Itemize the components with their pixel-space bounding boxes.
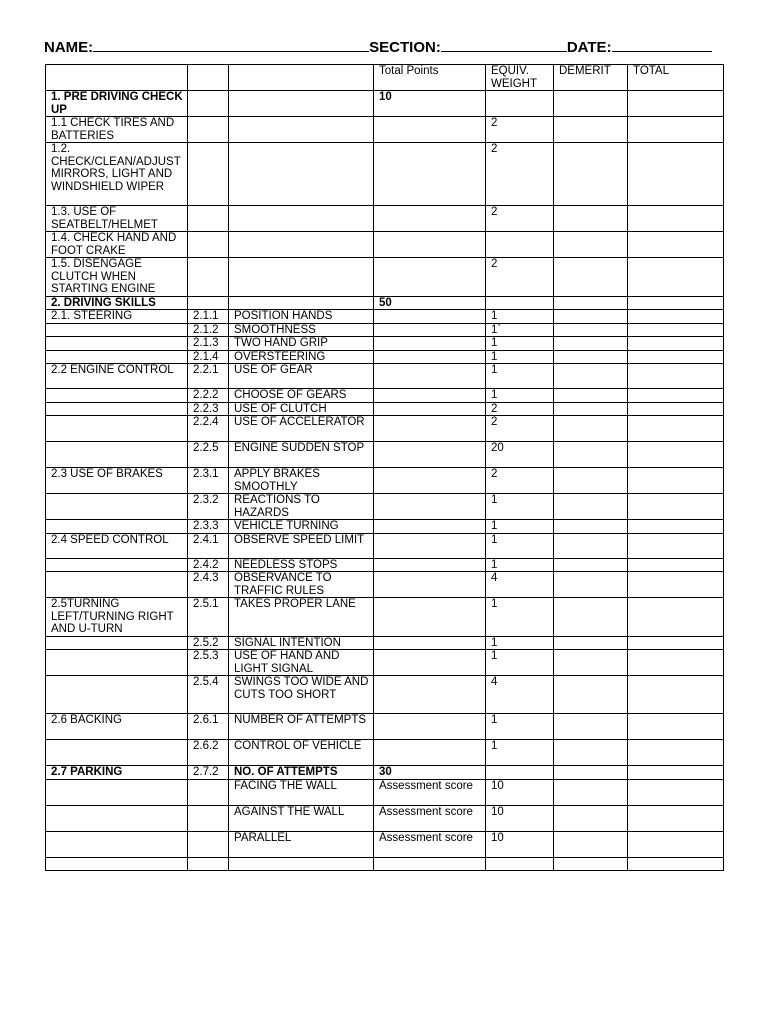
table-cell (374, 676, 486, 714)
table-cell[interactable] (554, 337, 628, 351)
table-cell: 1 (486, 337, 554, 351)
table-cell (46, 350, 188, 364)
table-row (46, 572, 724, 598)
table-row (46, 323, 724, 337)
table-cell (374, 468, 486, 494)
table-cell: 2.5.3 (188, 650, 229, 676)
column-header: DEMERIT (554, 65, 628, 91)
table-cell (374, 206, 486, 232)
table-cell (46, 558, 188, 572)
table-cell (188, 805, 229, 831)
table-cell[interactable] (554, 494, 628, 520)
table-cell (229, 232, 374, 258)
column-header: Total Points (374, 65, 486, 91)
table-cell: POSITION HANDS (229, 310, 374, 324)
table-row (46, 650, 724, 676)
table-cell: 30 (374, 766, 486, 780)
table-cell: FACING THE WALL (229, 779, 374, 805)
name-label: NAME: (44, 39, 94, 56)
table-cell: 20 (486, 442, 554, 468)
table-cell (374, 350, 486, 364)
table-cell[interactable] (554, 468, 628, 494)
table-cell[interactable] (554, 714, 628, 740)
table-cell[interactable] (628, 714, 724, 740)
table-cell[interactable] (628, 143, 724, 206)
table-cell: 1 (486, 650, 554, 676)
table-cell: 2.7 PARKING (46, 766, 188, 780)
table-cell (374, 442, 486, 468)
table-cell (374, 117, 486, 143)
table-row (46, 91, 724, 117)
table-row (46, 494, 724, 520)
table-row (46, 533, 724, 558)
table-cell[interactable] (554, 533, 628, 558)
table-cell[interactable] (554, 323, 628, 337)
table-cell: 2 (486, 258, 554, 297)
table-cell[interactable] (628, 650, 724, 676)
table-cell (486, 296, 554, 310)
table-cell (188, 857, 229, 870)
table-cell: 2.2.3 (188, 402, 229, 416)
table-cell: 2.5.2 (188, 636, 229, 650)
table-row (46, 598, 724, 637)
table-cell: 1 (486, 636, 554, 650)
table-row (46, 636, 724, 650)
table-cell (229, 857, 374, 870)
table-cell (374, 740, 486, 766)
table-cell: 2.5.4 (188, 676, 229, 714)
table-cell[interactable] (628, 206, 724, 232)
table-cell (188, 296, 229, 310)
table-cell (46, 416, 188, 442)
table-cell: 2.2.4 (188, 416, 229, 442)
table-cell[interactable] (628, 740, 724, 766)
table-cell: OVERSTEERING (229, 350, 374, 364)
table-cell (486, 232, 554, 258)
table-cell[interactable] (554, 364, 628, 389)
table-cell: 2.1.2 (188, 323, 229, 337)
table-cell[interactable] (554, 558, 628, 572)
table-cell (188, 232, 229, 258)
table-row (46, 117, 724, 143)
table-cell[interactable] (554, 389, 628, 403)
table-cell[interactable] (628, 766, 724, 780)
table-cell[interactable] (554, 766, 628, 780)
table-cell (374, 650, 486, 676)
table-cell (188, 143, 229, 206)
table-row (46, 350, 724, 364)
table-cell[interactable] (628, 350, 724, 364)
table-cell[interactable] (628, 533, 724, 558)
table-row (46, 714, 724, 740)
table-cell[interactable] (554, 650, 628, 676)
table-cell[interactable] (554, 91, 628, 117)
table-cell: 1 (486, 350, 554, 364)
name-field[interactable] (93, 37, 369, 52)
table-cell[interactable] (554, 402, 628, 416)
table-cell (374, 533, 486, 558)
table-cell[interactable] (628, 558, 724, 572)
table-cell: 2.2 ENGINE CONTROL (46, 364, 188, 389)
table-row (46, 676, 724, 714)
table-cell[interactable] (628, 494, 724, 520)
table-row (46, 402, 724, 416)
table-cell (229, 296, 374, 310)
table-cell: 1 (486, 714, 554, 740)
table-cell[interactable] (554, 598, 628, 637)
table-cell: 2.6 BACKING (46, 714, 188, 740)
table-cell: 2 (486, 117, 554, 143)
table-row (46, 364, 724, 389)
table-cell: AGAINST THE WALL (229, 805, 374, 831)
table-cell[interactable] (554, 350, 628, 364)
table-row (46, 805, 724, 831)
table-cell: 2.2.5 (188, 442, 229, 468)
table-cell: 2.4 SPEED CONTROL (46, 533, 188, 558)
table-cell (46, 636, 188, 650)
table-row (46, 337, 724, 351)
table-cell[interactable] (628, 389, 724, 403)
table-cell[interactable] (628, 572, 724, 598)
table-cell[interactable] (554, 232, 628, 258)
table-cell: SIGNAL INTENTION (229, 636, 374, 650)
table-cell (229, 117, 374, 143)
table-cell (374, 598, 486, 637)
table-cell: 1 (486, 494, 554, 520)
column-header (46, 65, 188, 91)
table-row (46, 831, 724, 857)
date-field[interactable] (612, 37, 712, 52)
table-cell: 10 (486, 831, 554, 857)
table-cell: CONTROL OF VEHICLE (229, 740, 374, 766)
table-cell: SMOOTHNESS (229, 323, 374, 337)
column-header (188, 65, 229, 91)
table-cell (229, 258, 374, 297)
table-row (46, 143, 724, 206)
table-cell: 2 (486, 468, 554, 494)
table-cell: 10 (486, 805, 554, 831)
table-cell (46, 402, 188, 416)
table-cell: 10 (374, 91, 486, 117)
table-cell[interactable] (628, 364, 724, 389)
table-cell (374, 416, 486, 442)
table-cell: 2.2.2 (188, 389, 229, 403)
table-cell (374, 323, 486, 337)
table-row (46, 766, 724, 780)
table-row (46, 857, 724, 870)
table-cell (188, 779, 229, 805)
table-cell (374, 558, 486, 572)
section-label: SECTION: (369, 39, 441, 56)
table-cell: 1 (486, 389, 554, 403)
table-row (46, 779, 724, 805)
table-cell (229, 91, 374, 117)
table-cell: 2.3.1 (188, 468, 229, 494)
table-cell: 1 (486, 520, 554, 534)
table-cell[interactable] (554, 636, 628, 650)
table-cell: USE OF HAND AND LIGHT SIGNAL (229, 650, 374, 676)
table-cell: SWINGS TOO WIDE AND CUTS TOO SHORT (229, 676, 374, 714)
date-label: DATE: (566, 39, 612, 56)
table-cell (188, 206, 229, 232)
table-cell: 1.3. USE OF SEATBELT/HELMET (46, 206, 188, 232)
table-cell[interactable] (628, 520, 724, 534)
table-cell: 2.6.1 (188, 714, 229, 740)
table-cell[interactable] (554, 296, 628, 310)
table-cell: 2.2.1 (188, 364, 229, 389)
table-cell[interactable] (628, 468, 724, 494)
table-cell[interactable] (628, 805, 724, 831)
table-cell: REACTIONS TO HAZARDS (229, 494, 374, 520)
table-cell (188, 831, 229, 857)
table-cell (229, 143, 374, 206)
table-cell[interactable] (554, 416, 628, 442)
table-row (46, 389, 724, 403)
table-cell: 1 (486, 310, 554, 324)
table-cell (374, 310, 486, 324)
table-cell: 1 (486, 533, 554, 558)
table-cell: 1.4. CHECK HAND AND FOOT CRAKE (46, 232, 188, 258)
table-cell (46, 337, 188, 351)
table-cell[interactable] (628, 402, 724, 416)
section-field[interactable] (441, 37, 567, 52)
table-cell: NEEDLESS STOPS (229, 558, 374, 572)
table-row (46, 468, 724, 494)
table-cell[interactable] (554, 779, 628, 805)
table-cell[interactable] (628, 232, 724, 258)
table-cell (188, 91, 229, 117)
table-cell: 2.6.2 (188, 740, 229, 766)
table-cell[interactable] (628, 442, 724, 468)
table-cell[interactable] (628, 416, 724, 442)
table-cell[interactable] (554, 310, 628, 324)
table-cell: Assessment score (374, 805, 486, 831)
table-cell: USE OF ACCELERATOR (229, 416, 374, 442)
table-cell: TAKES PROPER LANE (229, 598, 374, 637)
table-cell (374, 402, 486, 416)
table-cell[interactable] (628, 310, 724, 324)
table-cell (46, 857, 188, 870)
table-row (46, 416, 724, 442)
table-row (46, 310, 724, 324)
table-row (46, 232, 724, 258)
table-cell (374, 714, 486, 740)
table-cell (46, 494, 188, 520)
table-cell: OBSERVE SPEED LIMIT (229, 533, 374, 558)
table-cell[interactable] (628, 831, 724, 857)
column-header (229, 65, 374, 91)
table-cell (46, 442, 188, 468)
table-row (46, 296, 724, 310)
table-header-row (46, 65, 724, 91)
table-cell: 1 (486, 740, 554, 766)
table-cell (374, 232, 486, 258)
table-cell: CHOOSE OF GEARS (229, 389, 374, 403)
table-cell (46, 676, 188, 714)
table-cell: 1.1 CHECK TIRES AND BATTERIES (46, 117, 188, 143)
table-cell (188, 258, 229, 297)
table-cell: NUMBER OF ATTEMPTS (229, 714, 374, 740)
table-cell: APPLY BRAKES SMOOTHLY (229, 468, 374, 494)
table-cell[interactable] (554, 857, 628, 870)
table-cell: 2.3.2 (188, 494, 229, 520)
table-cell: PARALLEL (229, 831, 374, 857)
table-cell[interactable] (554, 258, 628, 297)
table-cell[interactable] (554, 676, 628, 714)
table-cell[interactable] (628, 779, 724, 805)
table-cell: 1.5. DISENGAGE CLUTCH WHEN STARTING ENGINE (46, 258, 188, 297)
table-cell: 2.1. STEERING (46, 310, 188, 324)
table-cell (46, 779, 188, 805)
table-cell: 2.4.2 (188, 558, 229, 572)
table-cell (46, 520, 188, 534)
table-row (46, 740, 724, 766)
table-row (46, 442, 724, 468)
table-cell: 2.1.1 (188, 310, 229, 324)
table-cell (46, 572, 188, 598)
table-cell: 4 (486, 572, 554, 598)
table-row (46, 258, 724, 297)
table-cell[interactable] (554, 117, 628, 143)
table-cell[interactable] (554, 831, 628, 857)
table-cell[interactable] (554, 206, 628, 232)
table-cell: Assessment score (374, 831, 486, 857)
table-cell: 2.1.4 (188, 350, 229, 364)
table-cell: 2.5.1 (188, 598, 229, 637)
table-cell: 2.3.3 (188, 520, 229, 534)
table-cell (46, 323, 188, 337)
table-cell[interactable] (628, 323, 724, 337)
table-cell: 2.7.2 (188, 766, 229, 780)
table-cell (46, 805, 188, 831)
table-cell (374, 572, 486, 598)
table-cell[interactable] (628, 337, 724, 351)
table-cell: 1 (486, 598, 554, 637)
table-cell[interactable] (554, 572, 628, 598)
table-cell: 1. PRE DRIVING CHECK UP (46, 91, 188, 117)
table-cell: 2 (486, 206, 554, 232)
table-cell[interactable] (628, 857, 724, 870)
table-cell: 2.5TURNING LEFT/TURNING RIGHT AND U-TURN (46, 598, 188, 637)
table-cell: 2 (486, 416, 554, 442)
table-cell: 4 (486, 676, 554, 714)
table-cell (229, 206, 374, 232)
evaluation-table (45, 64, 724, 871)
table-cell: VEHICLE TURNING (229, 520, 374, 534)
table-cell: 2.3 USE OF BRAKES (46, 468, 188, 494)
table-cell[interactable] (554, 740, 628, 766)
table-cell[interactable] (628, 117, 724, 143)
column-header: TOTAL (628, 65, 724, 91)
table-cell (374, 364, 486, 389)
table-cell[interactable] (554, 805, 628, 831)
table-cell (46, 389, 188, 403)
table-cell: 2 (486, 402, 554, 416)
table-cell: USE OF CLUTCH (229, 402, 374, 416)
table-cell: 2. DRIVING SKILLS (46, 296, 188, 310)
table-cell: Assessment score (374, 779, 486, 805)
table-cell (486, 91, 554, 117)
table-cell (188, 117, 229, 143)
table-cell (374, 389, 486, 403)
table-cell (374, 520, 486, 534)
table-cell[interactable] (628, 676, 724, 714)
table-cell: 1 (486, 364, 554, 389)
table-cell[interactable] (628, 258, 724, 297)
table-cell (46, 831, 188, 857)
table-cell: 50 (374, 296, 486, 310)
table-cell: 2.1.3 (188, 337, 229, 351)
table-cell: 1.2. CHECK/CLEAN/ADJUST MIRRORS, LIGHT AND WINDSHIELD WIPER (46, 143, 188, 206)
table-row (46, 558, 724, 572)
table-cell[interactable] (628, 636, 724, 650)
table-cell: 2.4.1 (188, 533, 229, 558)
table-row (46, 206, 724, 232)
table-cell: OBSERVANCE TO TRAFFIC RULES (229, 572, 374, 598)
table-cell (374, 143, 486, 206)
table-cell: USE OF GEAR (229, 364, 374, 389)
table-cell (374, 857, 486, 870)
table-cell: ENGINE SUDDEN STOP (229, 442, 374, 468)
table-row (46, 520, 724, 534)
table-cell (374, 337, 486, 351)
column-header: EQUIV. WEIGHT (486, 65, 554, 91)
table-cell: TWO HAND GRIP (229, 337, 374, 351)
table-cell (374, 494, 486, 520)
table-cell: 2.4.3 (188, 572, 229, 598)
table-cell[interactable] (554, 442, 628, 468)
table-cell[interactable] (628, 91, 724, 117)
table-cell (46, 650, 188, 676)
table-cell (374, 258, 486, 297)
table-cell: 1 (486, 558, 554, 572)
table-cell (486, 857, 554, 870)
table-cell: 1` (486, 323, 554, 337)
table-cell[interactable] (628, 598, 724, 637)
form-header (44, 37, 712, 56)
table-cell[interactable] (554, 520, 628, 534)
table-cell: NO. OF ATTEMPTS (229, 766, 374, 780)
table-cell (374, 636, 486, 650)
table-cell[interactable] (554, 143, 628, 206)
table-cell (46, 740, 188, 766)
table-cell: 2 (486, 143, 554, 206)
table-cell[interactable] (628, 296, 724, 310)
table-cell: 10 (486, 779, 554, 805)
table-cell (486, 766, 554, 780)
